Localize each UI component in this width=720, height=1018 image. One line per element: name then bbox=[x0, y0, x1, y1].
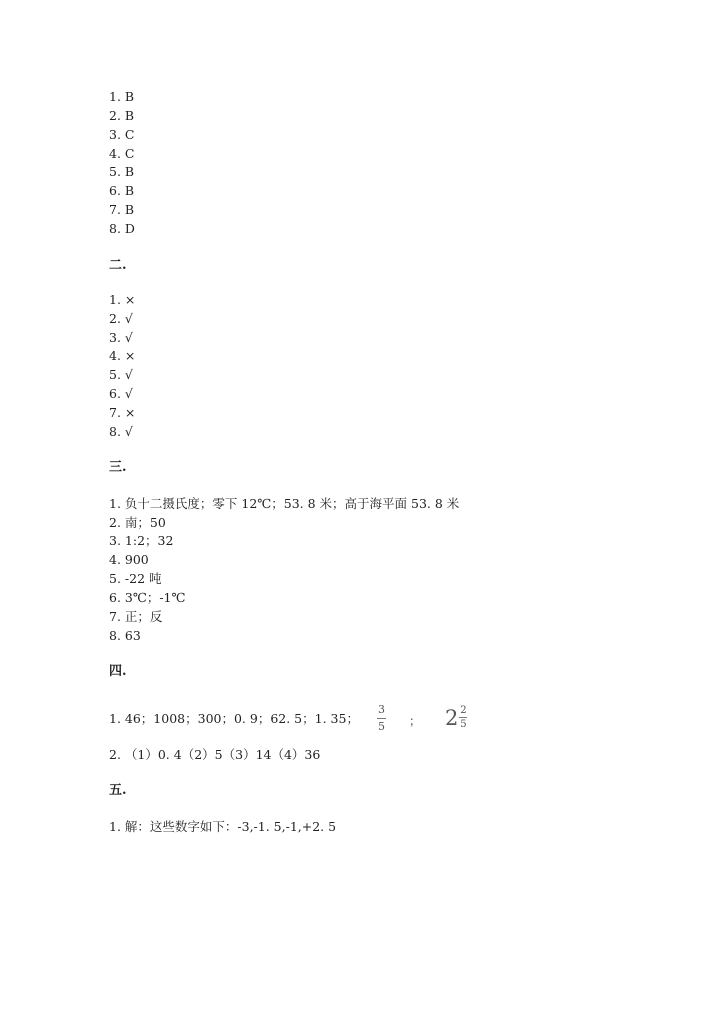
list-item: 2. √ bbox=[109, 311, 133, 326]
list-item: 7. × bbox=[109, 405, 136, 420]
list-item: 7. 正；反 bbox=[109, 609, 163, 624]
list-item: 4. × bbox=[109, 348, 136, 363]
list-item: 6. B bbox=[109, 183, 135, 198]
list-item: 4. 900 bbox=[109, 552, 149, 567]
list-item: 8. √ bbox=[109, 424, 133, 439]
list-item: 6. 3℃；-1℃ bbox=[109, 590, 186, 605]
section-2-heading: 二. bbox=[109, 258, 127, 273]
list-item: 8. D bbox=[109, 221, 135, 236]
section-3-heading: 三. bbox=[109, 460, 127, 475]
list-item: 6. √ bbox=[109, 386, 133, 401]
list-item: 5. B bbox=[109, 164, 135, 179]
fraction-numerator: 2 bbox=[460, 705, 467, 716]
fraction-separator: ； bbox=[409, 714, 422, 728]
list-item: 5. -22 吨 bbox=[109, 571, 162, 586]
fraction-bar bbox=[377, 718, 386, 719]
list-item: 7. B bbox=[109, 202, 135, 217]
list-item: 2. B bbox=[109, 108, 135, 123]
mixed-number-whole: 2 bbox=[445, 705, 459, 730]
list-item: 1. B bbox=[109, 89, 135, 104]
list-item: 3. √ bbox=[109, 330, 133, 345]
list-item: 8. 63 bbox=[109, 628, 141, 643]
list-item: 5. √ bbox=[109, 367, 133, 382]
section-5-item-1-text: 1. 解：这些数字如下：-3,-1. 5,-1,+2. 5 bbox=[109, 819, 337, 834]
list-item: 4. C bbox=[109, 146, 135, 161]
fraction-numerator: 3 bbox=[378, 703, 385, 716]
list-item: 1. 负十二摄氏度；零下 12℃；53. 8 米；高于海平面 53. 8 米 bbox=[109, 496, 460, 511]
section-4-heading: 四. bbox=[109, 664, 127, 679]
section-5-heading: 五. bbox=[109, 783, 127, 798]
list-item: 1. × bbox=[109, 292, 136, 307]
fraction-denominator: 5 bbox=[378, 720, 385, 733]
fraction-bar bbox=[459, 717, 467, 718]
list-item: 3. C bbox=[109, 127, 135, 142]
list-item: 3. 1:2；32 bbox=[109, 533, 174, 548]
mixed-number-fraction bbox=[459, 705, 467, 730]
list-item: 2. 南；50 bbox=[109, 515, 166, 530]
fraction-three-fifths bbox=[377, 704, 386, 733]
section-4-item-2-text: 2. （1）0. 4（2）5（3）14（4）36 bbox=[109, 747, 321, 762]
mixed-number bbox=[445, 705, 467, 730]
section-4-item-1-text: 1. 46；1008；300；0. 9；62. 5；1. 35； bbox=[109, 711, 359, 726]
fraction-denominator: 5 bbox=[460, 719, 467, 730]
